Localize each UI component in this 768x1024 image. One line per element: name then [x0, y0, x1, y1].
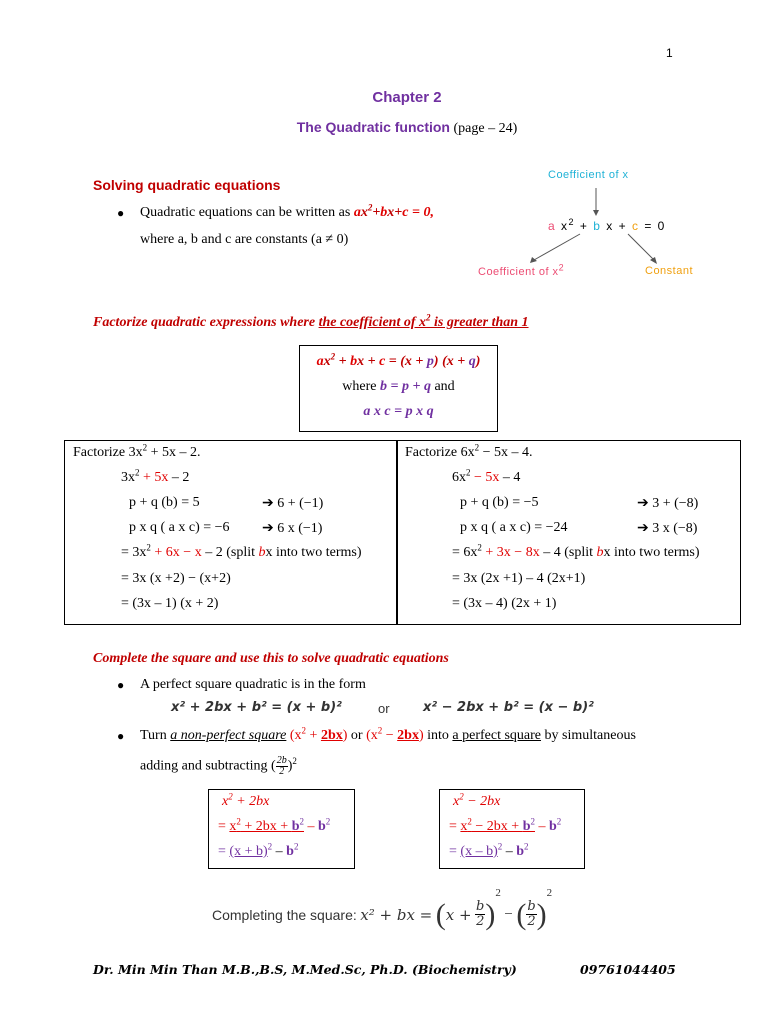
perfect-or: or [378, 701, 390, 716]
footer-author: Dr. Min Min Than M.B.,B.S, M.Med.Sc, Ph.D. (Biochemistry) [93, 962, 517, 977]
ex2-pq-product: p x q ( a x c) = −24 [460, 520, 568, 535]
cs2-row2: = $x^2 - 2bx + b^2 - b^2$ [449, 816, 562, 834]
label-coefficient-x: Coefficient of x [548, 169, 629, 181]
page-number: 1 [666, 46, 673, 60]
subtitle-title: The Quadratic function [296, 119, 450, 135]
cs-box-plus [208, 789, 355, 869]
ex2-pq-sum: p + q (b) = −5 [460, 495, 539, 510]
ex2-expression: $6x^2 - 5x - 4$ [452, 467, 521, 485]
adding-subtracting-line: adding and subtracting ( $\frac{2b}{2}$ )$^2$ [140, 755, 297, 777]
completing-x: x + [445, 905, 472, 924]
perfect-formula-minus: x² − 2bx + b² = (x − b)² [423, 700, 594, 715]
ex2-pq-sum-arrow: ➔ 3 + (−8) [637, 496, 699, 511]
bullet-icon: ● [117, 729, 125, 743]
completing-minus: − [504, 906, 513, 923]
perfect-square-text: A perfect square quadratic is in the form [140, 677, 366, 692]
complete-square-heading: Complete the square and use this to solve quadratic equations [93, 651, 449, 666]
label-coefficient-x2: Coefficient of $x^2$ [478, 262, 565, 278]
cs1-row3: = $(x + b)^2 - b^2$ [218, 841, 299, 859]
ex1-grouping: = 3x (x +2) − (x+2) [121, 571, 231, 586]
completing-label: Completing the square: [212, 906, 357, 923]
rule-line-3: a x c = p x q [363, 404, 434, 419]
completing-square-formula: Completing the square: x² + bx = (x + $\frac{b}{2}$ )$^2$ − ( $\frac{b}{2}$ )$^2$ [212, 887, 553, 931]
rule-line-1: $ax^2$ + bx + c = (x + p) (x + q) [316, 351, 481, 369]
completing-lhs: x² + bx = [360, 905, 433, 924]
factorize-heading: Factorize quadratic expressions where the coefficient of $x^2$ is greater than 1 [93, 312, 529, 330]
cs1-row1: $x^2 + 2bx$ [222, 791, 270, 809]
cs-box-minus [439, 789, 585, 869]
footer-phone: 09761044405 [580, 962, 676, 977]
ex2-title: Factorize $6x^2 - 5x - 4$. [405, 442, 533, 460]
rule-box [299, 345, 498, 432]
bullet-icon: ● [117, 678, 125, 692]
diagram-equation: a $x^2 + b$ x + c = 0 [548, 217, 666, 233]
quadratic-form-line: Quadratic equations can be written as $ax^2+bx+c = 0$, [140, 202, 434, 220]
cs2-row3: = $(x - b)^2 - b^2$ [449, 841, 529, 859]
ex1-pq-sum: p + q (b) = 5 [129, 495, 200, 510]
ex1-expression: $3x^2 + 5x - 2$ [121, 467, 190, 485]
ex1-split: = $3x^2 + 6x - x - 2$ (split bx into two terms) [121, 542, 362, 560]
subtitle-page-ref: (page – 24) [453, 121, 518, 136]
example-box-1 [64, 440, 398, 625]
ex2-grouping: = 3x (2x +1) – 4 (2x+1) [452, 571, 586, 586]
ex2-result: = (3x – 4) (2x + 1) [452, 596, 557, 611]
rule-line-2: where b = p + q and [342, 379, 455, 394]
cs1-row2: = $x^2 + 2bx + b^2 - b^2$ [218, 816, 331, 834]
section-heading-solving: Solving quadratic equations [93, 177, 281, 193]
label-constant: Constant [645, 265, 694, 277]
ex1-title: Factorize $3x^2 + 5x - 2$. [73, 442, 201, 460]
ex1-result: = (3x – 1) (x + 2) [121, 596, 219, 611]
ex2-split: = $6x^2 + 3x - 8x - 4$ (split bx into two terms) [452, 542, 700, 560]
chapter-title: Chapter 2 [372, 89, 442, 106]
ex1-pq-product: p x q ( a x c) = −6 [129, 520, 230, 535]
chapter-subtitle [0, 119, 768, 137]
ex1-pq-sum-arrow: ➔ 6 + (−1) [262, 496, 324, 511]
bullet-text: Quadratic equations can be written as [140, 205, 351, 220]
bullet-icon: ● [117, 206, 125, 220]
turn-line: Turn a non-perfect square $(x^2 + 2bx)$ or $(x^2 - 2bx)$ into a perfect square by simultaneous [140, 725, 636, 743]
perfect-formula-plus: x² + 2bx + b² = (x + b)² [171, 700, 342, 715]
cs2-row1: $x^2 - 2bx$ [453, 791, 501, 809]
constants-line: where a, b and c are constants (a ≠ 0) [140, 232, 349, 247]
ex1-pq-product-arrow: ➔ 6 x (−1) [262, 521, 323, 536]
ex2-pq-product-arrow: ➔ 3 x (−8) [637, 521, 698, 536]
